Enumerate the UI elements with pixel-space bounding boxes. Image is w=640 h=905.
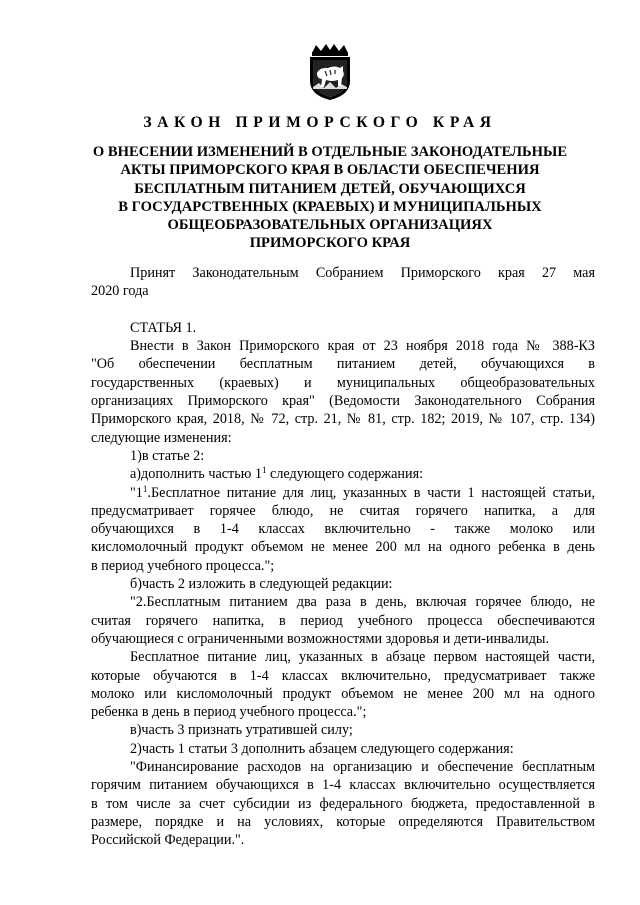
intro-line: "Об обеспечении бесплатным питанием детей, обучающихся в <box>91 356 595 373</box>
subtitle-line: О ВНЕСЕНИИ ИЗМЕНЕНИЙ В ОТДЕЛЬНЫЕ ЗАКОНОДАТЕЛЬНЫЕ <box>92 144 568 160</box>
quote-line: в том числе за счет субсидии из федерального бюджета, предоставленной в <box>91 795 595 812</box>
subtitle-line: ПРИМОРСКОГО КРАЯ <box>249 235 411 252</box>
adoption-line: Принят Законодательным Собранием Приморского края 27 мая <box>130 265 595 281</box>
quote-line: Российской Федерации.". <box>91 832 245 849</box>
subtitle-line: В ГОСУДАРСТВЕННЫХ (КРАЕВЫХ) И МУНИЦИПАЛЬНЫХ <box>118 198 542 215</box>
intro-line: организациях Приморского края" (Ведомости Законодательного Собрания <box>91 393 595 410</box>
list-item: а)дополнить частью $1^1$ следующего содержания: <box>130 465 424 483</box>
quote-line: Бесплатное питание лиц, указанных в абзаце первом настоящей части, <box>130 649 595 666</box>
quote-line: ребенка в день в период учебного процесса."; <box>91 704 367 721</box>
list-item: 1)в статье 2: <box>130 447 205 464</box>
law-subtitle <box>70 143 590 253</box>
subtitle-line: БЕСПЛАТНЫМ ПИТАНИЕМ ДЕТЕЙ, ОБУЧАЮЩИХСЯ <box>134 180 526 197</box>
list-item: 2)часть 1 статьи 3 дополнить абзацем следующего содержания: <box>130 740 514 757</box>
article-heading: СТАТЬЯ 1. <box>130 319 197 336</box>
quote-line: предусматривает горячее блюдо, не считая горячего напитка, а для <box>91 502 595 519</box>
law-title: ЗАКОН ПРИМОРСКОГО КРАЯ <box>143 114 497 131</box>
adoption-line: 2020 года <box>91 283 149 300</box>
quote-line: молоко или кисломолочный продукт объемом не менее 200 мл на одного <box>91 685 595 702</box>
quote-line: обучающиеся с ограниченными возможностями здоровья и дети-инвалиды. <box>91 630 549 647</box>
subtitle-line: ОБЩЕОБРАЗОВАТЕЛЬНЫХ ОРГАНИЗАЦИЯХ <box>167 217 493 234</box>
quote-line: в период учебного процесса."; <box>91 557 275 574</box>
quote-line: горячим питанием обучающихся в 1-4 классах включительно осуществляется <box>91 777 595 794</box>
list-item: в)часть 3 признать утратившей силу; <box>130 722 353 739</box>
quote-line: считая горячего напитка, в период учебного процесса обеспечиваются <box>91 612 595 629</box>
quote-line: обучающихся в 1-4 классах включительно - также молоко или <box>91 521 595 538</box>
intro-line: следующие изменения: <box>91 429 232 446</box>
quote-line: "$1^1.Бесплатное$ питание для лиц, указанных в части 1 настоящей статьи, <box>130 483 595 501</box>
intro-line: Приморского края, 2018, № 72, стр. 21, № 81, стр. 182; 2019, № 107, стр. 134) <box>91 411 595 428</box>
quote-line: "Финансирование расходов на организацию и обеспечение бесплатным <box>130 759 595 776</box>
coat-of-arms-icon <box>302 43 358 101</box>
quote-line: "2.Бесплатным питанием два раза в день, включая горячее блюдо, не <box>130 594 595 611</box>
subtitle-line: АКТЫ ПРИМОРСКОГО КРАЯ В ОБЛАСТИ ОБЕСПЕЧЕНИЯ <box>120 162 540 179</box>
law-body <box>91 264 595 850</box>
intro-line: государственных (краевых) и муниципальных общеобразовательных <box>91 374 595 391</box>
intro-line: Внести в Закон Приморского края от 23 ноября 2018 года № 388-КЗ <box>130 338 595 355</box>
list-item: б)часть 2 изложить в следующей редакции: <box>130 576 393 593</box>
quote-line: которые обучаются в 1-4 классах включительно, предусматривает также <box>91 667 595 684</box>
quote-line: размере, порядке и на условиях, которые определяются Правительством <box>91 813 595 830</box>
quote-line: кисломолочный продукт объемом не менее 200 мл на одного ребенка в день <box>91 539 595 556</box>
